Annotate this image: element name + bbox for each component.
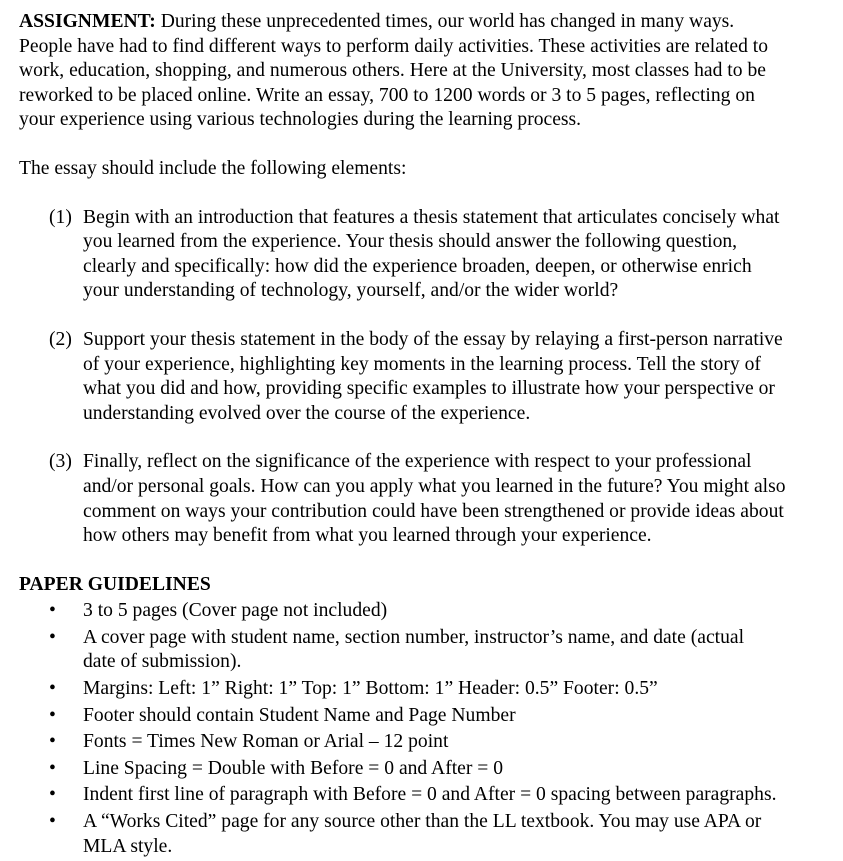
element-line: how others may benefit from what you learned through your experience.	[83, 525, 652, 547]
assignment-line-1-text: During these unprecedented times, our world has changed in many ways.	[155, 11, 735, 32]
element-item-2	[19, 328, 843, 426]
bullet-icon: •	[49, 731, 56, 753]
bullet-icon: •	[49, 600, 56, 622]
bullet-icon: •	[49, 626, 56, 648]
guideline-line: A cover page with student name, section number, instructor’s name, and date (actual	[83, 626, 745, 648]
element-line: of your experience, highlighting key moments in the learning process. Tell the story of	[83, 353, 761, 375]
element-number: (2)	[49, 328, 72, 350]
element-line: clearly and specifically: how did the experience broaden, deepen, or otherwise enrich	[83, 255, 752, 277]
guideline-line: Footer should contain Student Name and Page Number	[83, 704, 516, 726]
element-item-3	[19, 450, 843, 548]
guideline-item	[19, 704, 843, 729]
element-line: you learned from the experience. Your thesis should answer the following question,	[83, 231, 738, 253]
guideline-item	[19, 677, 843, 702]
assignment-line-5: your experience using various technologies during the learning process.	[19, 109, 582, 131]
guideline-line: date of submission).	[83, 651, 242, 673]
guideline-item	[19, 730, 843, 755]
bullet-icon: •	[49, 811, 56, 833]
element-line: understanding evolved over the course of the experience.	[83, 402, 531, 424]
element-line: what you did and how, providing specific examples to illustrate how your perspective or	[83, 378, 775, 400]
guideline-item	[19, 626, 843, 675]
guideline-line: A “Works Cited” page for any source other than the LL textbook. You may use APA or	[83, 811, 762, 833]
bullet-icon: •	[49, 678, 56, 700]
bullet-icon: •	[49, 784, 56, 806]
guideline-line: Fonts = Times New Roman or Arial – 12 point	[83, 731, 449, 753]
guideline-line: 3 to 5 pages (Cover page not included)	[83, 600, 388, 622]
guideline-item	[19, 599, 843, 624]
bullet-icon: •	[49, 704, 56, 726]
guideline-item	[19, 810, 843, 859]
element-line: comment on ways your contribution could have been strengthened or provide ideas about	[83, 500, 784, 522]
bullet-icon: •	[49, 757, 56, 779]
element-number: (1)	[49, 206, 72, 228]
guideline-line: Indent first line of paragraph with Before = 0 and After = 0 spacing between paragraphs.	[83, 784, 777, 806]
element-line: and/or personal goals. How can you apply what you learned in the future? You might also	[83, 475, 786, 497]
elements-intro: The essay should include the following elements:	[19, 157, 407, 179]
element-line: your understanding of technology, yourself, and/or the wider world?	[83, 280, 619, 302]
element-line: Support your thesis statement in the body of the essay by relaying a first-person narrative	[83, 328, 783, 350]
assignment-line-2: People have had to find different ways to perform daily activities. These activities are related to	[19, 35, 769, 57]
guideline-line: MLA style.	[83, 835, 173, 857]
guideline-item	[19, 783, 843, 808]
assignment-label: ASSIGNMENT:	[19, 11, 156, 32]
assignment-line-4: reworked to be placed online. Write an essay, 700 to 1200 words or 3 to 5 pages, reflecting on	[19, 84, 755, 106]
assignment-paragraph	[19, 10, 843, 133]
assignment-line-1	[19, 10, 843, 35]
document	[19, 10, 843, 861]
element-line: Finally, reflect on the significance of the experience with respect to your professional	[83, 451, 752, 473]
guidelines-heading: PAPER GUIDELINES	[19, 573, 211, 595]
element-number: (3)	[49, 451, 72, 473]
element-item-1	[19, 206, 843, 304]
guideline-line: Line Spacing = Double with Before = 0 and After = 0	[83, 757, 504, 779]
guidelines-list	[19, 599, 843, 859]
guideline-item	[19, 757, 843, 782]
guideline-line: Margins: Left: 1” Right: 1” Top: 1” Bottom: 1” Header: 0.5” Footer: 0.5”	[83, 678, 658, 700]
element-line: Begin with an introduction that features a thesis statement that articulates concisely what	[83, 206, 780, 228]
assignment-line-3: work, education, shopping, and numerous others. Here at the University, most classes had to be	[19, 60, 766, 82]
